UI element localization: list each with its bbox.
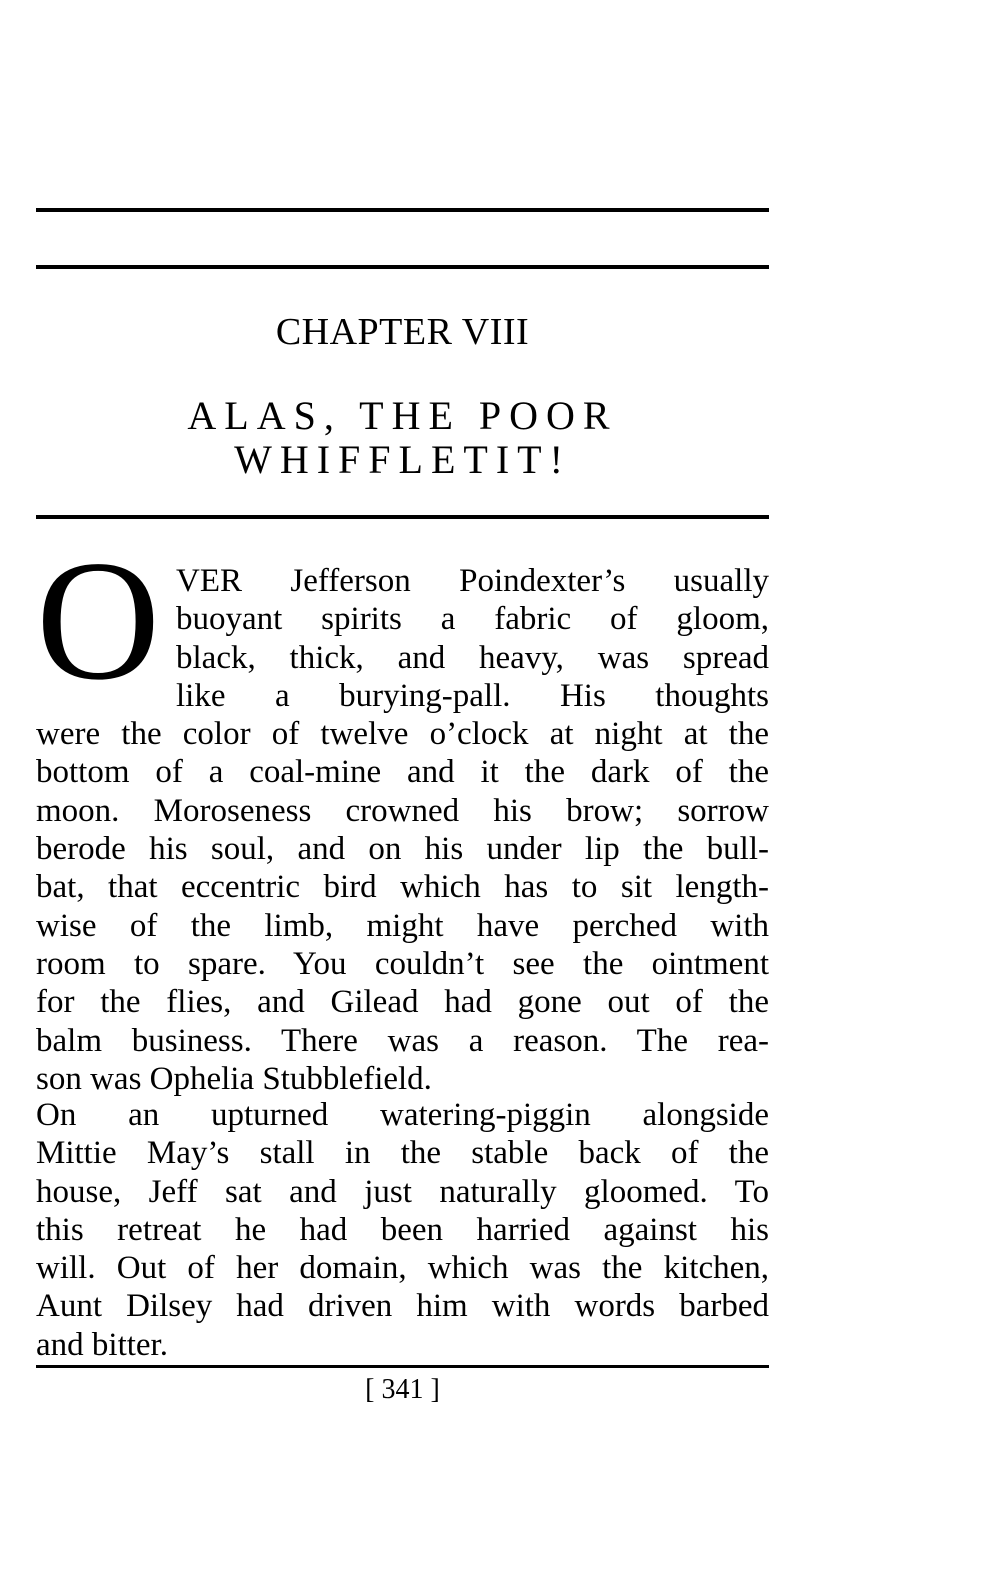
text-line: VER Jefferson Poindexter’s usually	[176, 563, 769, 599]
text-line: Aunt Dilsey had driven him with words barbed	[36, 1288, 769, 1325]
text-line: and bitter.	[36, 1326, 168, 1363]
page-number: [ 341 ]	[365, 1374, 440, 1405]
text-line: balm business. There was a reason. The rea-	[36, 1022, 769, 1059]
text-line: were the color of twelve o’clock at night at the	[36, 716, 769, 753]
text-line: bat, that eccentric bird which has to sit length-	[36, 869, 769, 906]
text-line: Mittie May’s stall in the stable back of the	[36, 1135, 769, 1172]
chapter-title-line-2: WHIFFLETIT!	[234, 437, 571, 482]
text-line: for the flies, and Gilead had gone out of the	[36, 984, 769, 1021]
text-line: On an upturned watering-piggin alongside	[36, 1097, 769, 1133]
title-rule	[36, 515, 769, 519]
text-line: son was Ophelia Stubblefield.	[36, 1060, 432, 1097]
text-line: moon. Moroseness crowned his brow; sorrow	[36, 792, 769, 829]
bottom-rule	[36, 1365, 769, 1368]
paragraph-2	[36, 1096, 769, 1364]
text-line: like a burying-pall. His thoughts	[176, 677, 769, 714]
text-line: house, Jeff sat and just naturally gloomed. To	[36, 1173, 769, 1210]
paragraph-1	[36, 562, 769, 1098]
text-line: berode his soul, and on his under lip the bull-	[36, 831, 769, 868]
drop-cap: O	[36, 526, 161, 716]
top-rule-1	[36, 208, 769, 212]
text-line: black, thick, and heavy, was spread	[176, 639, 769, 676]
chapter-title-line-1: ALAS, THE POOR	[187, 393, 618, 438]
text-line: room to spare. You couldn’t see the ointment	[36, 945, 769, 982]
text-line: bottom of a coal-mine and it the dark of the	[36, 754, 769, 791]
top-rule-2	[36, 265, 769, 269]
text-line: wise of the limb, might have perched with	[36, 907, 769, 944]
text-line: will. Out of her domain, which was the kitchen,	[36, 1250, 769, 1287]
text-line: buoyant spirits a fabric of gloom,	[176, 601, 769, 638]
text-line: this retreat he had been harried against his	[36, 1211, 769, 1248]
chapter-number: CHAPTER VIII	[275, 311, 530, 353]
